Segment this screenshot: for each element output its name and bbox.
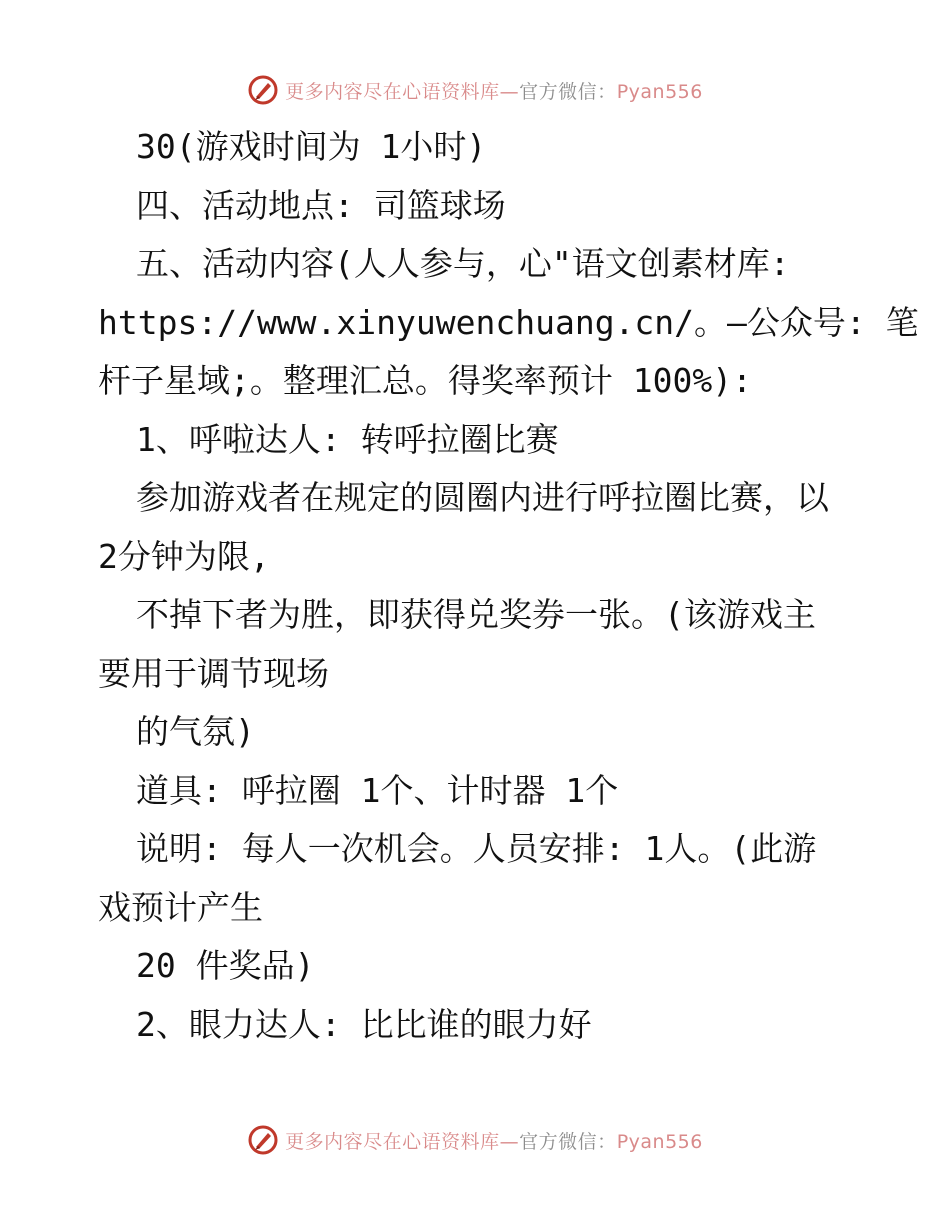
banner-brand: 更多内容尽在心语资料库: [285, 1130, 500, 1153]
text-line: 2分钟为限,: [98, 536, 270, 576]
banner-official: 官方微信：: [519, 1130, 617, 1153]
logo-icon: [247, 1124, 279, 1156]
banner-dash: —: [499, 80, 520, 103]
header-banner: [0, 70, 950, 110]
document-body: [98, 118, 919, 1054]
text-line: 1、呼啦达人: 转呼拉圈比赛: [136, 419, 559, 459]
text-line: 30(游戏时间为 1小时): [136, 127, 487, 166]
text-line: 杆子星域;。整理汇总。得奖率预计 100%):: [98, 361, 752, 400]
text-line: 不掉下者为胜，即获得兑奖券一张。(该游戏主: [136, 595, 816, 634]
banner-wechat-id: Pyan556: [616, 80, 703, 103]
text-line: 说明: 每人一次机会。人员安排: 1人。(此游: [136, 829, 817, 868]
banner-official: 官方微信：: [519, 80, 617, 103]
text-line: 参加游戏者在规定的圆圈内进行呼拉圈比赛，以: [136, 478, 829, 517]
text-line: 20 件奖品): [136, 946, 315, 985]
text-line: 五、活动内容(人人参与，心"语文创素材库:: [136, 244, 790, 283]
text-line: 戏预计产生: [98, 887, 263, 927]
banner-wechat-id: Pyan556: [616, 1130, 703, 1153]
footer-banner: [0, 1120, 950, 1160]
banner-dash: —: [499, 1130, 520, 1153]
text-line: https://www.xinyuwenchuang.cn/。—公众号: 笔: [98, 302, 919, 342]
text-line: 道具: 呼拉圈 1个、计时器 1个: [136, 770, 619, 810]
logo-icon: [247, 74, 279, 106]
text-line: 2、眼力达人: 比比谁的眼力好: [136, 1004, 592, 1044]
text-line: 的气氛): [136, 712, 255, 751]
banner-brand: 更多内容尽在心语资料库: [285, 80, 500, 103]
text-line: 四、活动地点: 司篮球场: [136, 185, 506, 225]
banner-text: [285, 77, 703, 104]
text-line: 要用于调节现场: [98, 653, 329, 693]
banner-text: [285, 1127, 703, 1154]
